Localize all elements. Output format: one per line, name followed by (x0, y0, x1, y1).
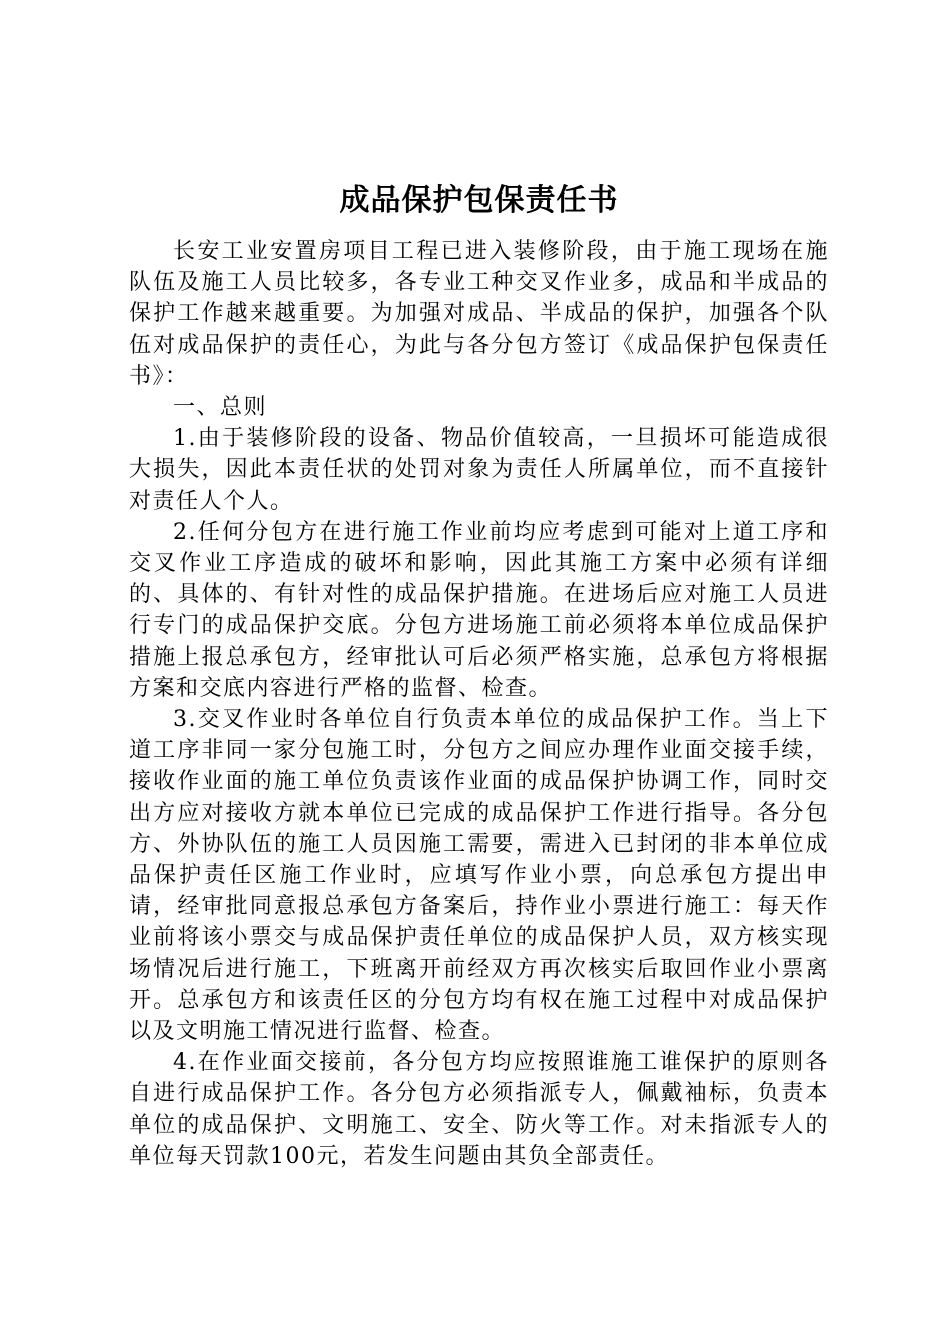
paragraph-item-4: 4.在作业面交接前，各分包方均应按照谁施工谁保护的原则各自进行成品保护工作。各分包方必须指派专人，佩戴袖标，负责本单位的成品保护、文明施工、安全、防火等工作。对未指派专人的单位每天罚款100元，若发生问题由其负全部责任。 (129, 1050, 829, 1169)
paragraph-item-3: 3.交叉作业时各单位自行负责本单位的成品保护工作。当上下道工序非同一家分包施工时，分包方之间应办理作业面交接手续，接收作业面的施工单位负责该作业面的成品保护协调工作，同时交出方应对接收方就本单位已完成的成品保护工作进行指导。各分包方、外协队伍的施工人员因施工需要，需进入已封闭的非本单位成品保护责任区施工作业时，应填写作业小票，向总承包方提出申请，经审批同意报总承包方备案后，持作业小票进行施工：每天作业前将该小票交与成品保护责任单位的成品保护人员，双方核实现场情况后进行施工，下班离开前经双方再次核实后取回作业小票离开。总承包方和该责任区的分包方均有权在施工过程中对成品保护以及文明施工情况进行监督、检查。 (129, 707, 829, 1045)
paragraph-item-1: 1.由于装修阶段的设备、物品价值较高，一旦损坏可能造成很大损失，因此本责任状的处罚对象为责任人所属单位，而不直接针对责任人个人。 (129, 426, 829, 514)
paragraph-item-2: 2.任何分包方在进行施工作业前均应考虑到可能对上道工序和交叉作业工序造成的破坏和影响，因此其施工方案中必须有详细的、具体的、有针对性的成品保护措施。在进场后应对施工人员进行专门的成品保护交底。分包方进场施工前必须将本单位成品保护措施上报总承包方，经审批认可后必须严格实施，总承包方将根据方案和交底内容进行严格的监督、检查。 (129, 519, 829, 701)
paragraph-intro: 长安工业安置房项目工程已进入装修阶段，由于施工现场在施队伍及施工人员比较多，各专业工种交叉作业多，成品和半成品的保护工作越来越重要。为加强对成品、半成品的保护，加强各个队伍对成品保护的责任心，为此与各分包方签订《成品保护包保责任书》： (129, 239, 829, 389)
document-title: 成品保护包保责任书 (339, 183, 619, 218)
section-heading-general: 一、总则 (173, 395, 268, 421)
document-page (129, 180, 829, 1172)
